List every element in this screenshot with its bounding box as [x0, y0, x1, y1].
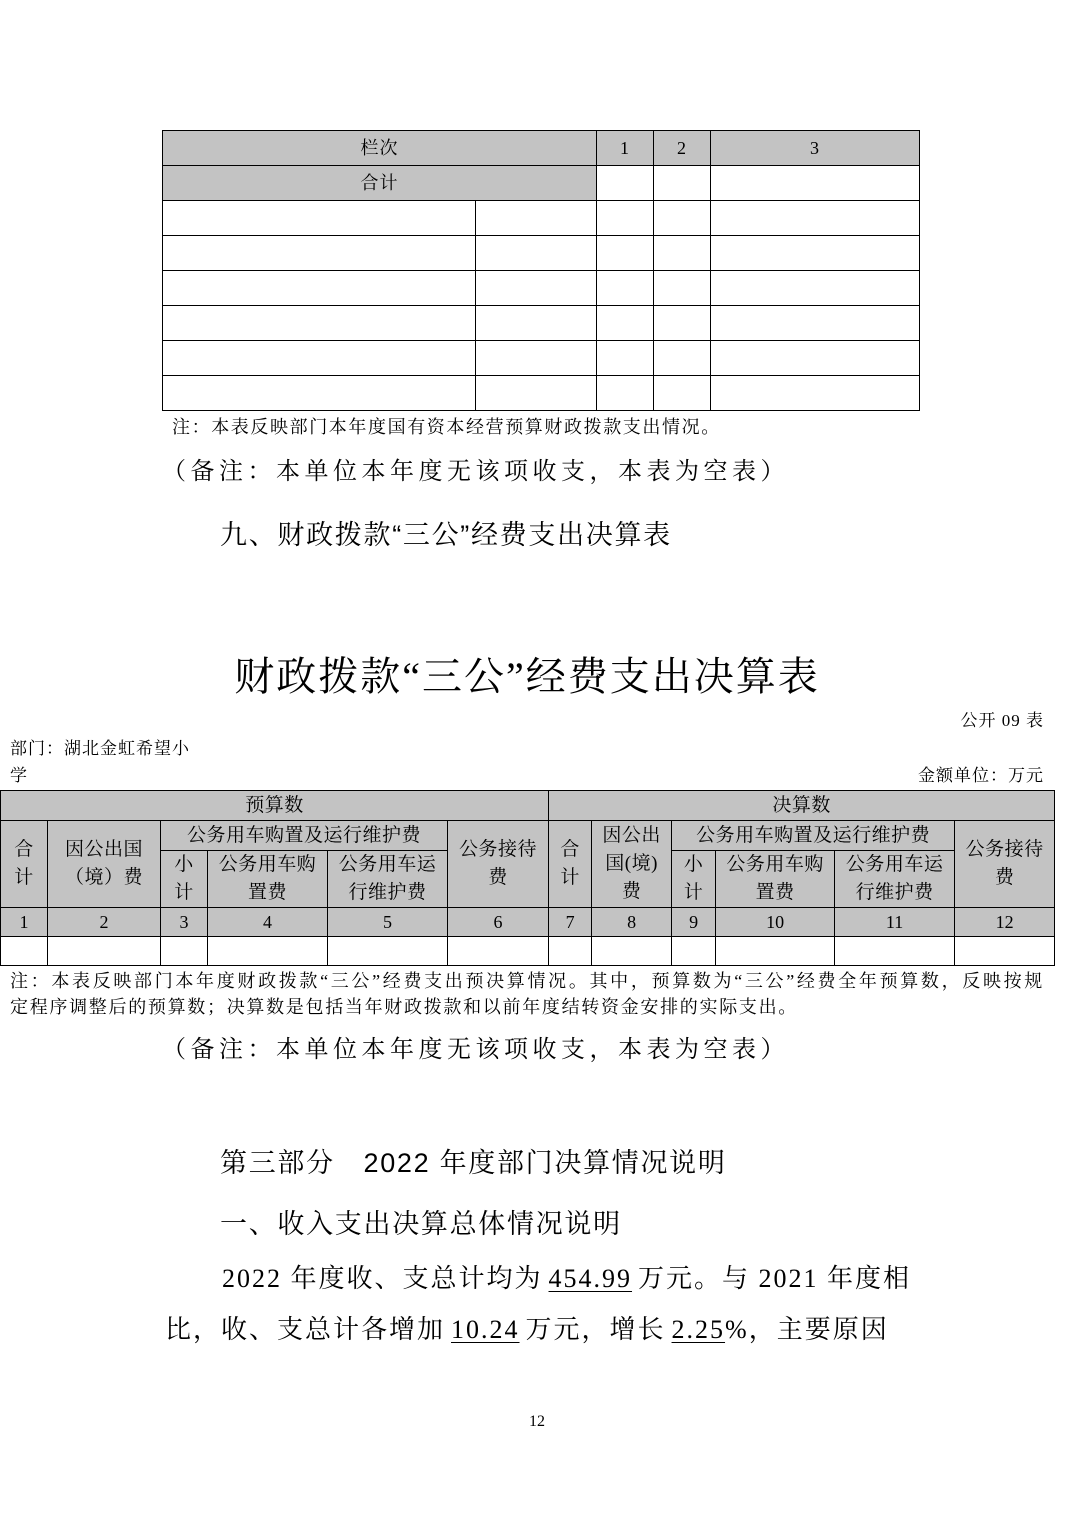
final-overseas-travel-header: 因公出国(境)费 — [592, 821, 672, 908]
final-vehicle-subtotal-header: 小计 — [672, 851, 716, 908]
paragraph-text: 万元。与 2021 年度相 — [638, 1264, 912, 1293]
total-amount-value: 454.99 — [548, 1264, 633, 1293]
table-cell — [163, 376, 476, 411]
table-cell — [654, 166, 711, 201]
table-cell — [711, 376, 920, 411]
table-cell — [654, 341, 711, 376]
table-cell — [597, 166, 654, 201]
column-index-label: 栏次 — [163, 131, 597, 166]
table-cell — [672, 937, 716, 966]
column-number: 8 — [592, 908, 672, 937]
table-cell — [163, 236, 476, 271]
table-cell — [163, 271, 476, 306]
page-number: 12 — [529, 1413, 545, 1430]
table1-remark: （备注：本单位本年度无该项收支，本表为空表） — [162, 459, 789, 485]
column-number-3: 3 — [711, 131, 920, 166]
table-cell — [476, 236, 597, 271]
table-row — [163, 341, 920, 376]
amount-unit-label: 金额单位：万元 — [918, 766, 1044, 785]
section-nine-heading: 九、财政拨款“三公”经费支出决算表 — [220, 520, 672, 550]
table-cell — [597, 271, 654, 306]
table-cell — [597, 341, 654, 376]
table-cell — [328, 937, 448, 966]
column-number: 5 — [328, 908, 448, 937]
paragraph-text: 万元，增长 — [525, 1315, 666, 1344]
budget-vehicle-operation-header: 公务用车运行维护费 — [328, 851, 448, 908]
column-number: 4 — [208, 908, 328, 937]
table-cell — [208, 937, 328, 966]
group-header-row — [1, 791, 1055, 821]
budget-reception-header: 公务接待费 — [448, 821, 549, 908]
table-cell — [597, 376, 654, 411]
table-cell — [711, 236, 920, 271]
table-cell — [955, 937, 1055, 966]
table-cell — [592, 937, 672, 966]
table-cell — [476, 341, 597, 376]
increase-amount-value: 10.24 — [451, 1315, 520, 1344]
budget-group-header: 预算数 — [1, 791, 549, 821]
column-number: 12 — [955, 908, 1055, 937]
table-cell — [476, 306, 597, 341]
table-cell — [711, 306, 920, 341]
table-cell — [654, 376, 711, 411]
budget-vehicle-purchase-header: 公务用车购置费 — [208, 851, 328, 908]
final-vehicle-group-header: 公务用车购置及运行维护费 — [672, 821, 955, 851]
budget-total-header: 合计 — [1, 821, 48, 908]
table2-note-line-2: 定程序调整后的预算数；决算数是包括当年财政拨款和以前年度结转资金安排的实际支出。 — [10, 997, 798, 1017]
table1-note: 注：本表反映部门本年度国有资本经营预算财政拨款支出情况。 — [172, 417, 721, 437]
table-cell — [476, 271, 597, 306]
table-cell — [711, 341, 920, 376]
table-cell — [48, 937, 161, 966]
table2-remark: （备注：本单位本年度无该项收支，本表为空表） — [162, 1037, 789, 1063]
table-cell — [654, 306, 711, 341]
final-reception-header: 公务接待费 — [955, 821, 1055, 908]
table2-note-line-1: 注：本表反映部门本年度财政拨款“三公”经费支出预决算情况。其中，预算数为“三公”经费全年预算数，反映按规 — [10, 971, 1044, 991]
table-row — [163, 236, 920, 271]
column-number: 6 — [448, 908, 549, 937]
department-label: 部门：湖北金虹希望小学 — [10, 739, 190, 785]
part-three-heading: 第三部分 2022 年度部门决算情况说明 — [220, 1148, 727, 1178]
form-number: 公开 09 表 — [960, 711, 1044, 730]
table-cell — [163, 341, 476, 376]
state-capital-budget-table — [162, 130, 920, 411]
total-label: 合计 — [163, 166, 597, 201]
table-cell — [163, 201, 476, 236]
column-number: 7 — [549, 908, 592, 937]
column-number: 1 — [1, 908, 48, 937]
table-cell — [716, 937, 835, 966]
final-vehicle-operation-header: 公务用车运行维护费 — [835, 851, 955, 908]
budget-vehicle-subtotal-header: 小计 — [161, 851, 208, 908]
table-cell — [161, 937, 208, 966]
column-number-1: 1 — [597, 131, 654, 166]
table-cell — [163, 306, 476, 341]
final-total-header: 合计 — [549, 821, 592, 908]
table-row — [163, 271, 920, 306]
growth-rate-value: 2.25 — [671, 1315, 726, 1344]
column-number-row — [1, 908, 1055, 937]
final-group-header: 决算数 — [549, 791, 1055, 821]
paragraph-text: 比，收、支总计各增加 — [165, 1315, 446, 1344]
table-cell — [711, 271, 920, 306]
table-cell — [654, 201, 711, 236]
table-cell — [654, 271, 711, 306]
table-cell — [476, 201, 597, 236]
table-total-row — [163, 166, 920, 201]
table-row — [163, 201, 920, 236]
budget-vehicle-group-header: 公务用车购置及运行维护费 — [161, 821, 448, 851]
table-cell — [597, 236, 654, 271]
table-cell — [597, 306, 654, 341]
table-cell — [835, 937, 955, 966]
paragraph-text: 2022 年度收、支总计均为 — [222, 1264, 543, 1293]
table-cell — [711, 166, 920, 201]
paragraph-line-1 — [222, 1259, 911, 1299]
paragraph-line-2 — [165, 1310, 889, 1350]
column-number: 10 — [716, 908, 835, 937]
table-cell — [597, 201, 654, 236]
category-header-row — [1, 821, 1055, 851]
three-public-expenses-table — [0, 790, 1055, 966]
column-number: 11 — [835, 908, 955, 937]
paragraph-text: %，主要原因 — [725, 1315, 889, 1344]
budget-overseas-travel-header: 因公出国（境）费 — [48, 821, 161, 908]
table-cell — [549, 937, 592, 966]
table-cell — [654, 236, 711, 271]
table-row — [163, 306, 920, 341]
column-number: 2 — [48, 908, 161, 937]
final-vehicle-purchase-header: 公务用车购置费 — [716, 851, 835, 908]
column-number: 3 — [161, 908, 208, 937]
table-cell — [476, 376, 597, 411]
table2-title: 财政拨款“三公”经费支出决算表 — [234, 654, 820, 699]
column-number-2: 2 — [654, 131, 711, 166]
table-row — [163, 376, 920, 411]
table-header-row — [163, 131, 920, 166]
table-cell — [1, 937, 48, 966]
section-one-heading: 一、收入支出决算总体情况说明 — [220, 1209, 622, 1239]
table-cell — [711, 201, 920, 236]
column-number: 9 — [672, 908, 716, 937]
table-cell — [448, 937, 549, 966]
table-row — [1, 937, 1055, 966]
